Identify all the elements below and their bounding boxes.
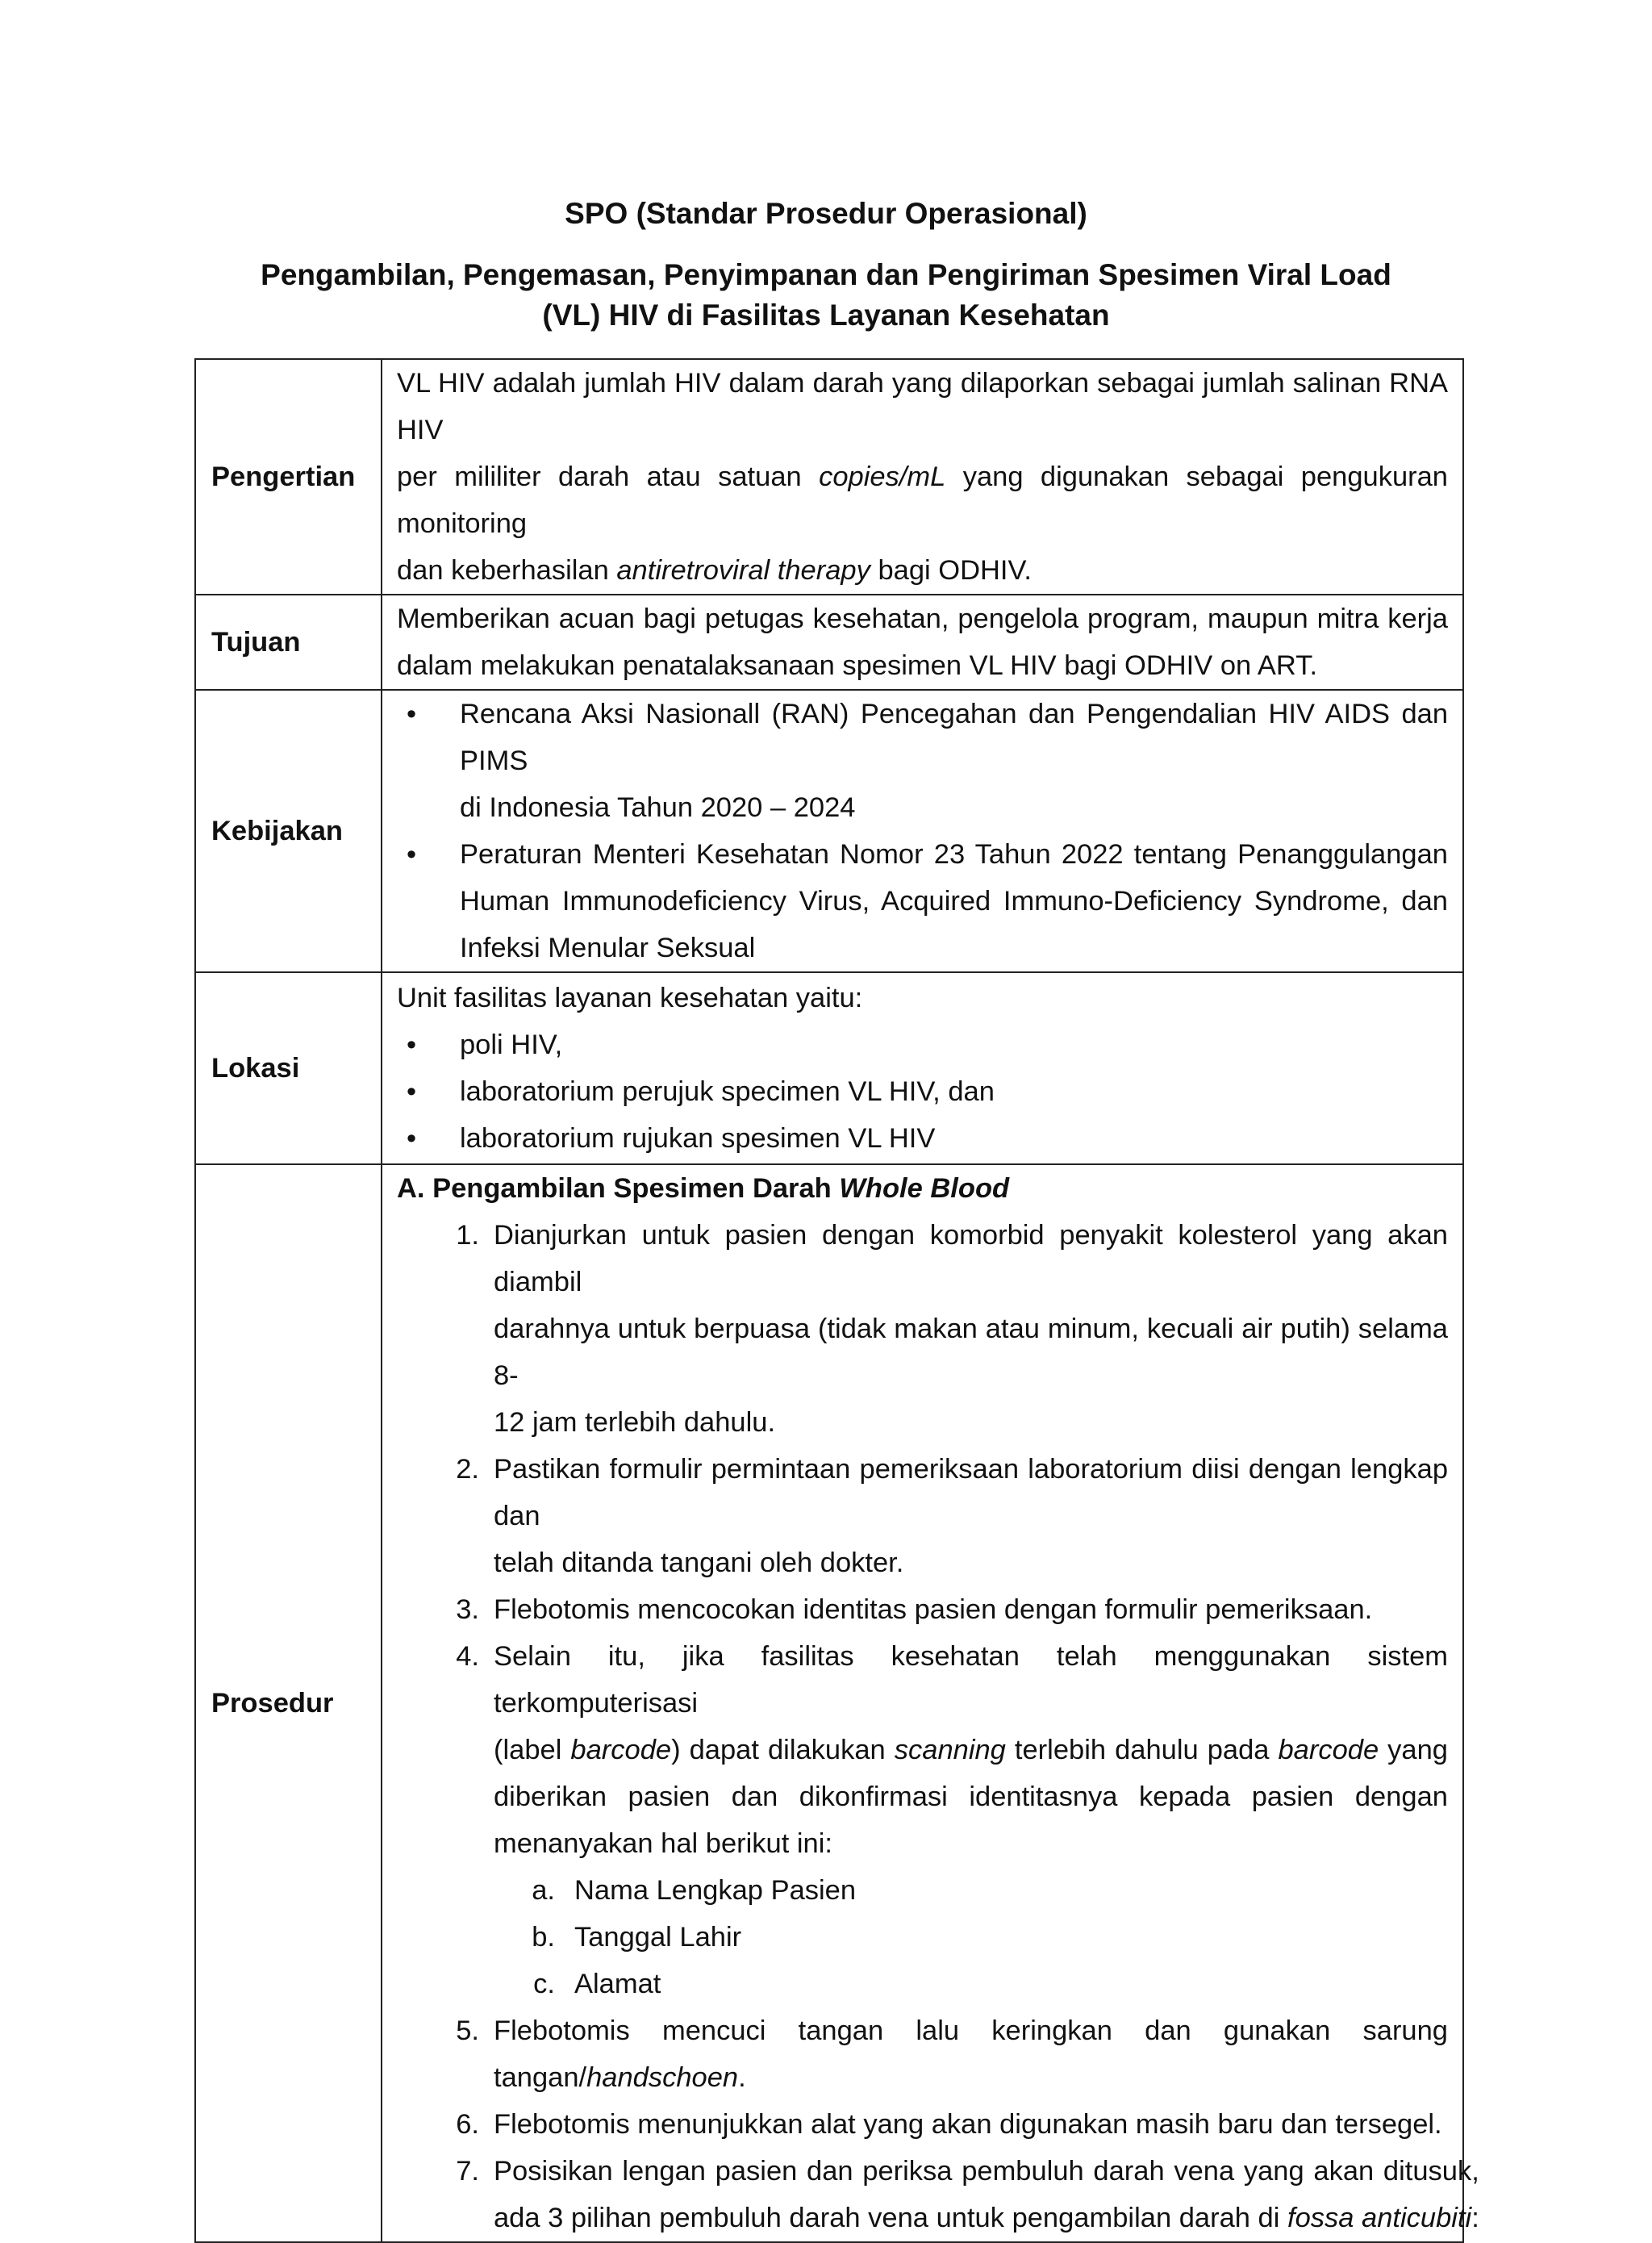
list-item	[397, 2101, 1448, 2148]
list-item	[397, 1446, 1448, 1586]
bullet-icon: •	[407, 839, 417, 870]
content-prosedur	[382, 1164, 1479, 2242]
sub-item-letter: c.	[533, 1969, 555, 1999]
step-line: Flebotomis mencuci tangan lalu keringkan dan gunakan sarung	[494, 2015, 1448, 2046]
lokasi-item: laboratorium perujuk specimen VL HIV, dan	[460, 1076, 995, 1107]
content-kebijakan	[382, 690, 1463, 972]
sub-item-text: Alamat	[574, 1969, 661, 1999]
kebijakan-line: Infeksi Menular Seksual	[460, 933, 756, 963]
section-heading-a: A. Pengambilan Spesimen Darah Whole Blood	[397, 1173, 1010, 1204]
step-line: tangan/handschoen.	[494, 2062, 746, 2093]
step-number: 2.	[456, 1454, 479, 1485]
step-line: Selain itu, jika fasilitas kesehatan telah menggunakan sistem terkomputerisasi	[494, 1641, 1448, 1719]
sub-list-item	[397, 1914, 1448, 1961]
document-subtitle-line-1: Pengambilan, Pengemasan, Penyimpanan dan Pengiriman Spesimen Viral Load	[261, 258, 1391, 291]
kebijakan-line: di Indonesia Tahun 2020 – 2024	[460, 792, 856, 823]
row-pengertian	[195, 359, 1463, 595]
step-number: 6.	[456, 2109, 479, 2140]
content-pengertian	[382, 359, 1463, 595]
sub-list-item	[397, 1961, 1448, 2007]
step-line: Dianjurkan untuk pasien dengan komorbid penyakit kolesterol yang akan diambil	[494, 1220, 1448, 1297]
step-number: 4.	[456, 1641, 479, 1672]
pengertian-line: VL HIV adalah jumlah HIV dalam darah yang dilaporkan sebagai jumlah salinan RNA HIV	[397, 368, 1448, 445]
list-item	[397, 1633, 1448, 1867]
step-line: menanyakan hal berikut ini:	[494, 1828, 832, 1859]
list-item	[397, 1068, 1448, 1115]
list-item	[397, 1021, 1448, 1068]
step-line: darahnya untuk berpuasa (tidak makan atau minum, kecuali air putih) selama 8-	[494, 1314, 1448, 1391]
step-line: Posisikan lengan pasien dan periksa pembuluh darah vena yang akan ditusuk,	[494, 2156, 1479, 2187]
bullet-icon: •	[407, 1123, 417, 1154]
step-number: 3.	[456, 1594, 479, 1625]
document-subtitle-line-2: (VL) HIV di Fasilitas Layanan Kesehatan	[542, 299, 1110, 332]
step-number: 1.	[456, 1220, 479, 1251]
label-tujuan: Tujuan	[195, 595, 382, 690]
pengertian-line: per mililiter darah atau satuan copies/mL yang digunakan sebagai pengukuran monitoring	[397, 462, 1448, 539]
step-number: 7.	[456, 2156, 479, 2187]
bullet-icon: •	[407, 1076, 417, 1107]
step-line: (label barcode) dapat dilakukan scanning terlebih dahulu pada barcode yang	[494, 1735, 1448, 1765]
list-item	[397, 2148, 1479, 2241]
sub-item-letter: b.	[532, 1922, 555, 1953]
document-title: SPO (Standar Prosedur Operasional)	[565, 197, 1087, 230]
label-kebijakan: Kebijakan	[195, 690, 382, 972]
sub-item-letter: a.	[532, 1875, 555, 1906]
label-prosedur: Prosedur	[195, 1164, 382, 2242]
bullet-icon: •	[407, 699, 417, 729]
step-line: Flebotomis menunjukkan alat yang akan digunakan masih baru dan tersegel.	[494, 2109, 1442, 2140]
row-prosedur	[195, 1164, 1463, 2242]
step-line: Pastikan formulir permintaan pemeriksaan laboratorium diisi dengan lengkap dan	[494, 1454, 1448, 1531]
pengertian-line: dan keberhasilan antiretroviral therapy bagi ODHIV.	[397, 555, 1032, 586]
list-item	[397, 1212, 1448, 1446]
step-line: ada 3 pilihan pembuluh darah vena untuk pengambilan darah di fossa anticubiti:	[494, 2203, 1479, 2233]
step-line: telah ditanda tangani oleh dokter.	[494, 1548, 904, 1578]
step-line: diberikan pasien dan dikonfirmasi identitasnya kepada pasien dengan	[494, 1781, 1448, 1812]
list-item	[397, 1115, 1448, 1162]
kebijakan-line: Human Immunodeficiency Virus, Acquired Immuno-Deficiency Syndrome, dan	[460, 886, 1448, 917]
tujuan-line: dalam melakukan penatalaksanaan spesimen VL HIV bagi ODHIV on ART.	[397, 650, 1318, 681]
spo-table	[194, 358, 1479, 2243]
step-line: 12 jam terlebih dahulu.	[494, 1407, 776, 1438]
tujuan-line: Memberikan acuan bagi petugas kesehatan, pengelola program, maupun mitra kerja	[397, 604, 1448, 634]
list-item	[397, 1586, 1448, 1633]
label-pengertian: Pengertian	[195, 359, 382, 595]
lokasi-intro: Unit fasilitas layanan kesehatan yaitu:	[397, 983, 863, 1013]
bullet-icon: •	[407, 1030, 417, 1060]
step-number: 5.	[456, 2015, 479, 2046]
list-item	[397, 831, 1448, 971]
list-item	[397, 691, 1448, 831]
row-kebijakan	[195, 690, 1463, 972]
label-lokasi: Lokasi	[195, 972, 382, 1164]
row-tujuan	[195, 595, 1463, 690]
sub-list-item	[397, 1867, 1448, 1914]
sub-item-text: Tanggal Lahir	[574, 1922, 742, 1953]
row-lokasi	[195, 972, 1463, 1164]
kebijakan-line: Rencana Aksi Nasionall (RAN) Pencegahan dan Pengendalian HIV AIDS dan PIMS	[460, 699, 1448, 776]
list-item	[397, 2007, 1448, 2101]
step-line: Flebotomis mencocokan identitas pasien dengan formulir pemeriksaan.	[494, 1594, 1373, 1625]
kebijakan-line: Peraturan Menteri Kesehatan Nomor 23 Tahun 2022 tentang Penanggulangan	[460, 839, 1448, 870]
lokasi-item: laboratorium rujukan spesimen VL HIV	[460, 1123, 936, 1154]
sub-item-text: Nama Lengkap Pasien	[574, 1875, 857, 1906]
content-tujuan	[382, 595, 1463, 690]
lokasi-item: poli HIV,	[460, 1030, 563, 1060]
content-lokasi	[382, 972, 1463, 1164]
